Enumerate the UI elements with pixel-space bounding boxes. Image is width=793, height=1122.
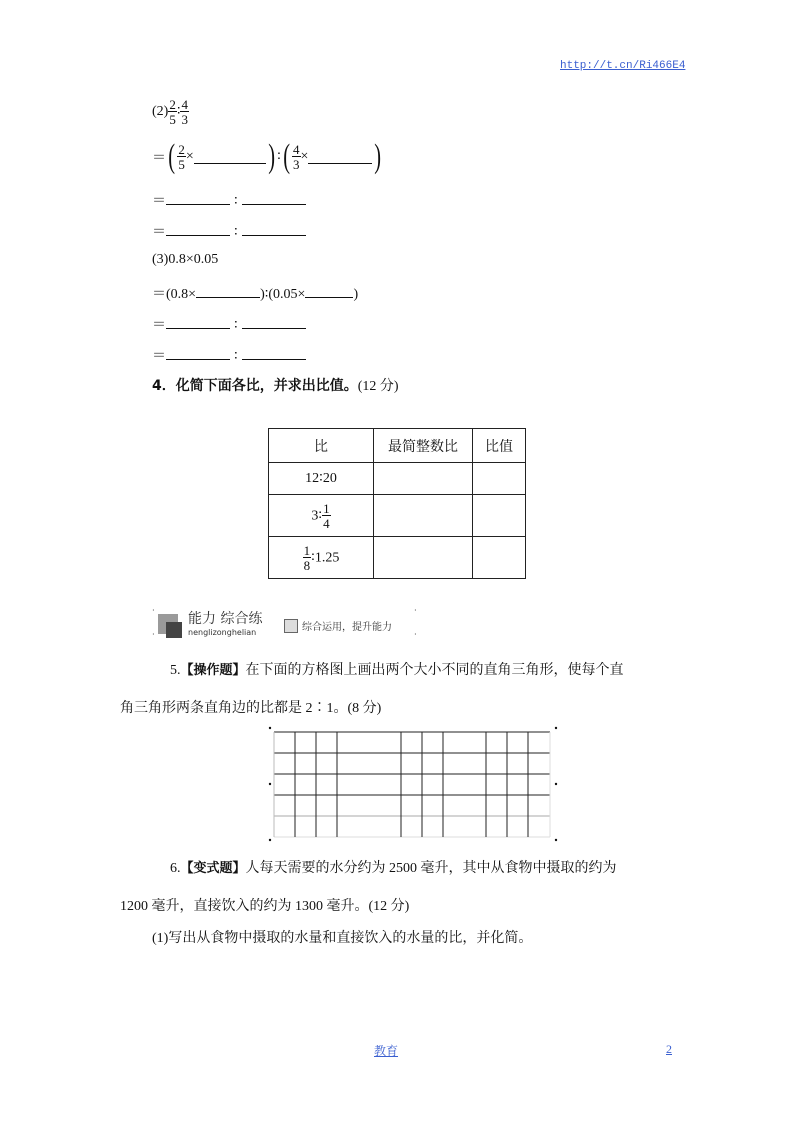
table-header: 最简整数比 bbox=[374, 429, 473, 463]
answer-cell[interactable] bbox=[473, 463, 526, 495]
q6-line1: 6.【变式题】人每天需要的水分约为 2500 毫升，其中从食物中摄取的约为 bbox=[170, 861, 617, 876]
q3-3-step3: ＝ ∶ bbox=[152, 345, 306, 365]
answer-blank[interactable] bbox=[166, 223, 230, 236]
table-row: $\frac{1}{8}$ ∶1.25 bbox=[269, 537, 526, 579]
answer-blank[interactable] bbox=[305, 285, 353, 298]
square-icon bbox=[284, 619, 298, 633]
answer-blank[interactable] bbox=[196, 285, 260, 298]
q5-line2: 角三角形两条直角边的比都是 2∶1。(8 分) bbox=[120, 701, 382, 716]
answer-blank[interactable] bbox=[242, 316, 306, 329]
q3-2-step3: ＝ ∶ bbox=[152, 221, 306, 241]
q6-line2: 1200 毫升，直接饮入的约为 1300 毫升。(12 分) bbox=[120, 899, 410, 914]
table-header: 比值 bbox=[473, 429, 526, 463]
q3-3-step1: ＝(0.8× )∶(0.05× ) bbox=[152, 287, 359, 302]
footer-link[interactable]: 教育 bbox=[374, 1044, 399, 1058]
ratio-table bbox=[268, 428, 526, 579]
table-row: 3∶ $\frac{1}{4}$ bbox=[269, 495, 526, 537]
header-link[interactable]: http://t.cn/Ri466E4 bbox=[560, 60, 686, 72]
answer-blank[interactable] bbox=[242, 192, 306, 205]
q5-line1: 5.【操作题】在下面的方格图上画出两个大小不同的直角三角形，使每个直 bbox=[170, 663, 624, 678]
fraction-4-3: $\frac{4}{3}$ bbox=[181, 97, 188, 127]
page-number: 2 bbox=[666, 1042, 672, 1056]
table-row: 12∶20 bbox=[269, 463, 526, 495]
q3-3-step2: ＝ ∶ bbox=[152, 314, 306, 334]
fraction-4-3: $\frac{4}{3}$ bbox=[293, 142, 300, 172]
banner-pinyin: nenglizonghelian bbox=[188, 628, 257, 637]
q3-2-step2: ＝ ∶ bbox=[152, 190, 306, 210]
grid-paper[interactable] bbox=[268, 724, 560, 844]
fraction-2-5: $\frac{2}{5}$ bbox=[178, 142, 185, 172]
answer-cell[interactable] bbox=[374, 495, 473, 537]
q6-sub1: (1)写出从食物中摄取的水量和直接饮入的水量的比，并化简。 bbox=[152, 931, 533, 946]
table-header: 比 bbox=[269, 429, 374, 463]
banner-tag: 综合运用，提升能力 bbox=[302, 622, 392, 633]
fraction-1-8: $\frac{1}{8}$ bbox=[303, 542, 311, 573]
answer-blank[interactable] bbox=[308, 151, 372, 164]
q3-2-expression: (2) $\frac{2}{5}$ ∶ $\frac{4}{3}$ bbox=[152, 97, 188, 127]
answer-blank[interactable] bbox=[166, 347, 230, 360]
fraction-2-5: $\frac{2}{5}$ bbox=[169, 97, 176, 127]
banner-title: 能力 综合练 bbox=[188, 611, 263, 627]
answer-cell[interactable] bbox=[473, 495, 526, 537]
answer-blank[interactable] bbox=[242, 223, 306, 236]
answer-blank[interactable] bbox=[194, 151, 266, 164]
answer-blank[interactable] bbox=[166, 316, 230, 329]
fraction-1-4: $\frac{1}{4}$ bbox=[323, 500, 330, 531]
answer-blank[interactable] bbox=[166, 192, 230, 205]
q3-2-label: (2) bbox=[152, 104, 169, 120]
answer-cell[interactable] bbox=[473, 537, 526, 579]
answer-cell[interactable] bbox=[374, 463, 473, 495]
q4-title: 4．化简下面各比，并求出比值。(12 分) bbox=[152, 378, 399, 394]
q3-3-label: (3)0.8×0.05 bbox=[152, 252, 219, 267]
answer-cell[interactable] bbox=[374, 537, 473, 579]
section-banner: · · · · 能力 综合练 nenglizonghelian 综合运用，提升能力 bbox=[152, 606, 417, 639]
answer-blank[interactable] bbox=[242, 347, 306, 360]
q3-2-step1: ＝( $\frac{2}{5}$ × ) ∶( $\frac{4}{3}$ × ) bbox=[152, 138, 382, 175]
